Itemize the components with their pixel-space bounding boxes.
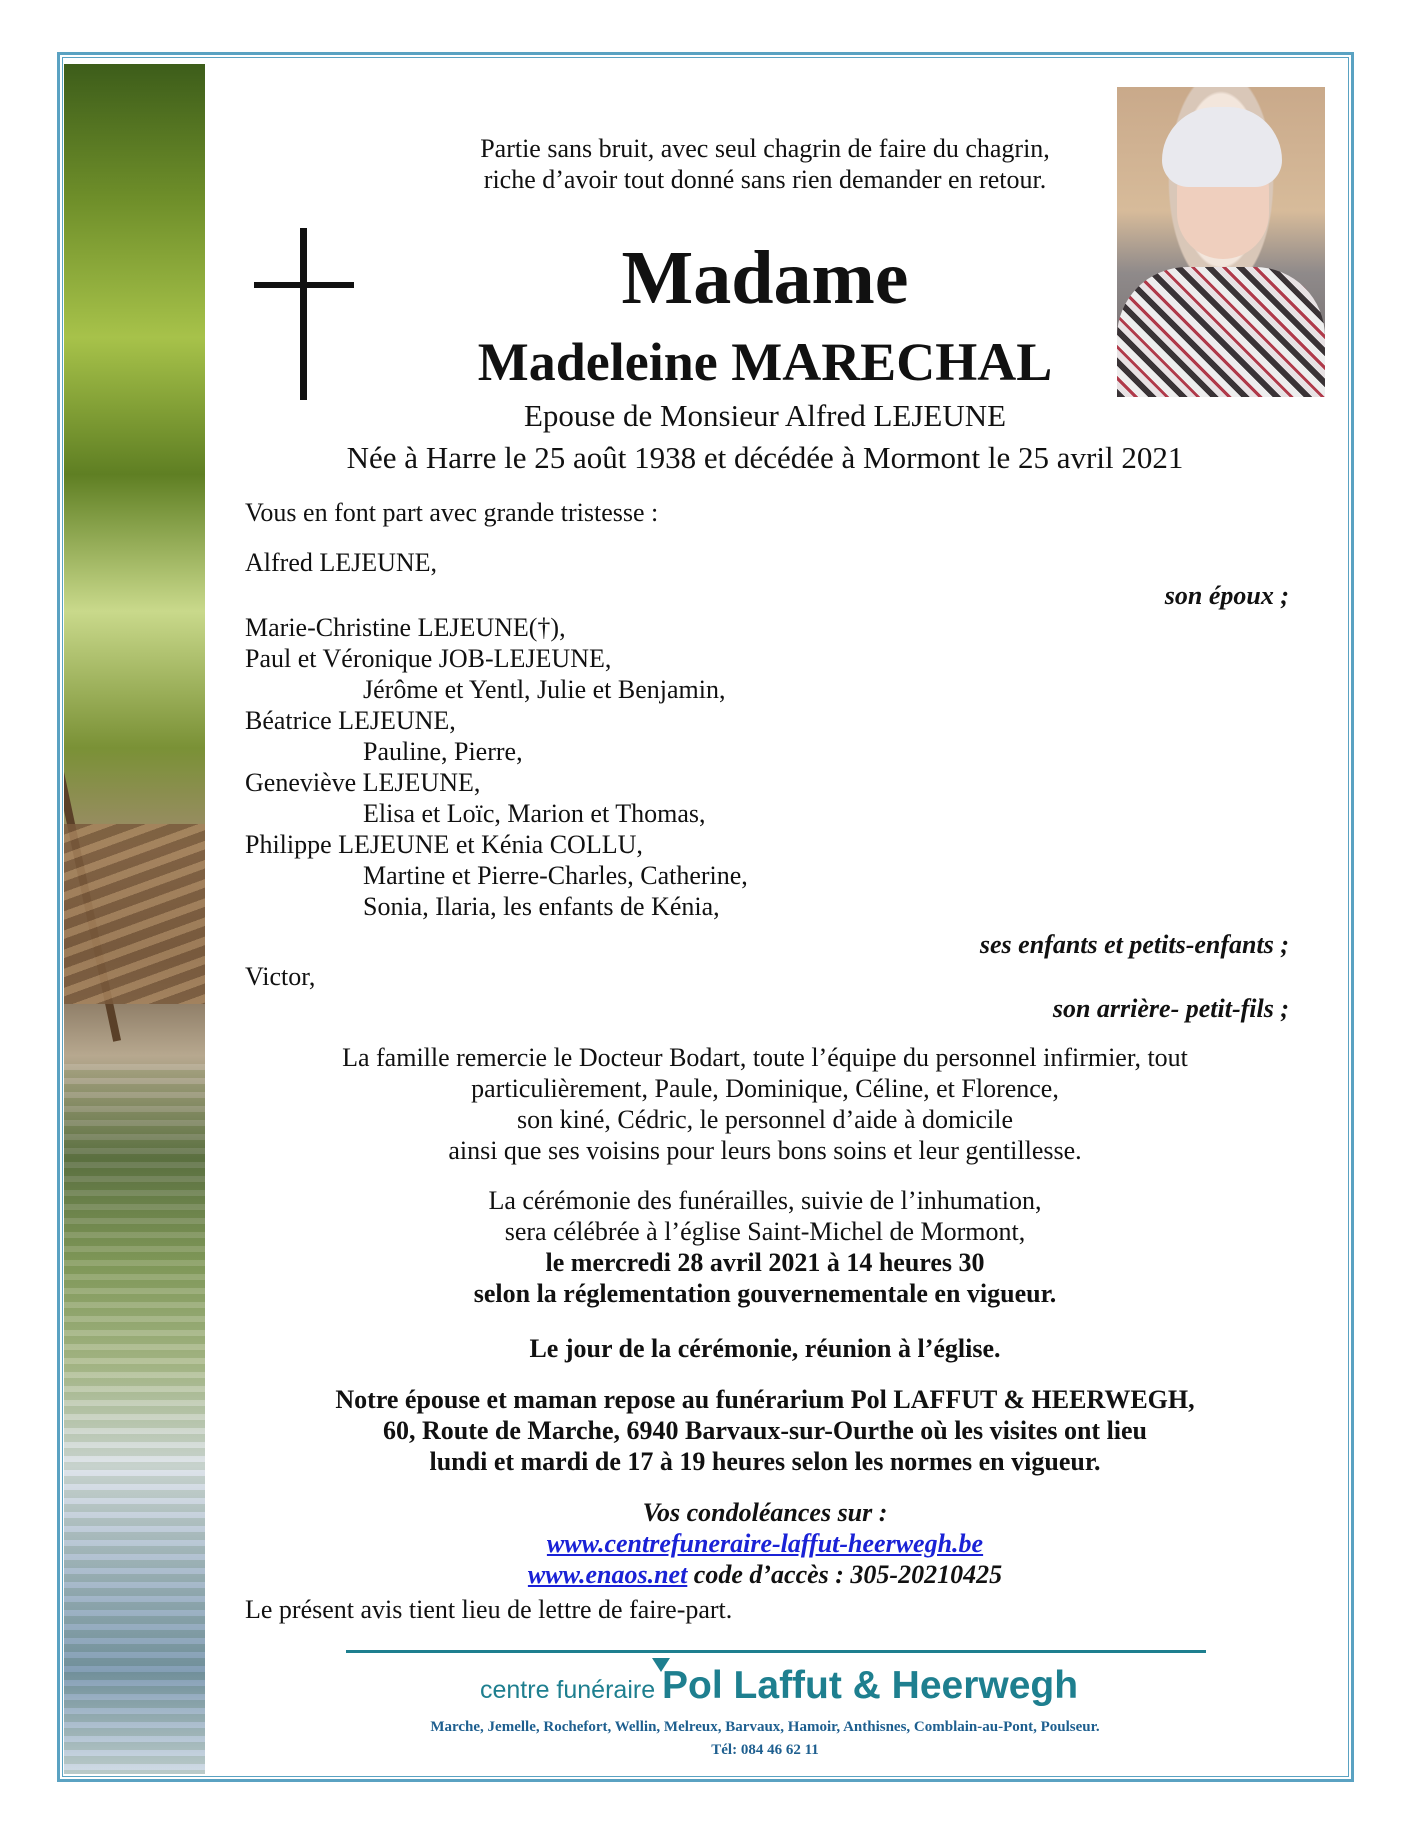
ceremony-line: sera célébrée à l’église Saint-Michel de Mormont, xyxy=(504,1217,1026,1246)
funeral-home-logo xyxy=(480,1664,1078,1708)
condolences-link-row-1 xyxy=(240,1528,1290,1559)
thanks-line: particulièrement, Paule, Dominique, Céline, et Florence, xyxy=(471,1074,1059,1103)
logo-divider xyxy=(346,1650,1206,1653)
thanks-line: son kiné, Cédric, le personnel d’aide à domicile xyxy=(516,1105,1013,1134)
funerarium-line: lundi et mardi de 17 à 19 heures selon les normes en vigueur. xyxy=(429,1447,1101,1476)
funerarium-line: 60, Route de Marche, 6940 Barvaux-sur-Ourthe où les visites ont lieu xyxy=(382,1416,1148,1445)
water-reflection xyxy=(64,1064,205,1774)
family-child: Geneviève LEJEUNE, xyxy=(245,768,481,797)
logo-name: Pol Laffut & Heerwegh xyxy=(662,1664,1079,1707)
dates-line: Née à Harre le 25 août 1938 et décédée à Mormont le 25 avril 2021 xyxy=(346,440,1184,475)
ceremony-line: La cérémonie des funérailles, suivie de l’inhumation, xyxy=(488,1186,1042,1215)
spouse-line: Epouse de Monsieur Alfred LEJEUNE xyxy=(523,398,1007,433)
funerarium-line: Notre épouse et maman repose au funérarium Pol LAFFUT & HEERWEGH, xyxy=(335,1385,1195,1414)
logo-prefix: centre funéraire xyxy=(480,1676,663,1704)
side-landscape-image xyxy=(64,64,205,1774)
family-child: Paul et Véronique JOB-LEJEUNE, xyxy=(245,644,612,673)
family-grandchildren: Martine et Pierre-Charles, Catherine, xyxy=(363,861,748,890)
family-child: Béatrice LEJEUNE, xyxy=(245,706,456,735)
notice-text: Le présent avis tient lieu de lettre de faire-part. xyxy=(245,1595,733,1624)
family-great-grandchild-role: son arrière- petit-fils ; xyxy=(1052,994,1289,1023)
condolences-label: Vos condoléances sur : xyxy=(642,1498,888,1527)
intro-text: Vous en font part avec grande tristesse : xyxy=(245,498,659,527)
family-great-grandchild: Victor, xyxy=(245,962,316,991)
epitaph-line-2: riche d’avoir tout donné sans rien demander en retour. xyxy=(483,165,1047,194)
condolences-link-enaos[interactable]: www.enaos.net xyxy=(527,1560,688,1589)
bridge xyxy=(64,824,205,1004)
family-spouse: Alfred LEJEUNE, xyxy=(245,548,438,577)
logo-phone: Tél: 084 46 62 11 xyxy=(711,1742,819,1758)
condolences-link-row-2 xyxy=(240,1559,1290,1590)
access-code: code d’accès : 305-20210425 xyxy=(687,1560,1003,1589)
family-children-role: ses enfants et petits-enfants ; xyxy=(979,930,1289,959)
logo-locations: Marche, Jemelle, Rochefort, Wellin, Melreux, Barvaux, Hamoir, Anthisnes, Comblain-au-Pont, Poulseur. xyxy=(430,1719,1100,1735)
family-grandchildren: Jérôme et Yentl, Julie et Benjamin, xyxy=(363,675,726,704)
condolences-link-centre-funeraire[interactable]: www.centrefuneraire-laffut-heerwegh.be xyxy=(546,1529,984,1558)
family-child: Philippe LEJEUNE et Kénia COLLU, xyxy=(245,830,643,859)
family-grandchildren: Sonia, Ilaria, les enfants de Kénia, xyxy=(363,892,720,921)
epitaph-line-1: Partie sans bruit, avec seul chagrin de faire du chagrin, xyxy=(480,134,1050,163)
meeting-line: Le jour de la cérémonie, réunion à l’église. xyxy=(529,1334,1001,1363)
family-child: Marie-Christine LEJEUNE(†), xyxy=(245,613,566,642)
title: Madame xyxy=(621,236,909,320)
family-grandchildren: Pauline, Pierre, xyxy=(363,737,523,766)
thanks-line: La famille remercie le Docteur Bodart, toute l’équipe du personnel infirmier, tout xyxy=(342,1043,1188,1072)
ceremony-regulation: selon la réglementation gouvernementale en vigueur. xyxy=(473,1279,1057,1308)
ceremony-date: le mercredi 28 avril 2021 à 14 heures 30 xyxy=(545,1248,985,1277)
family-grandchildren: Elisa et Loïc, Marion et Thomas, xyxy=(363,799,706,828)
family-spouse-role: son époux ; xyxy=(1164,581,1289,610)
thanks-line: ainsi que ses voisins pour leurs bons soins et leur gentillesse. xyxy=(448,1136,1082,1165)
deceased-name: Madeleine MARECHAL xyxy=(477,332,1053,392)
